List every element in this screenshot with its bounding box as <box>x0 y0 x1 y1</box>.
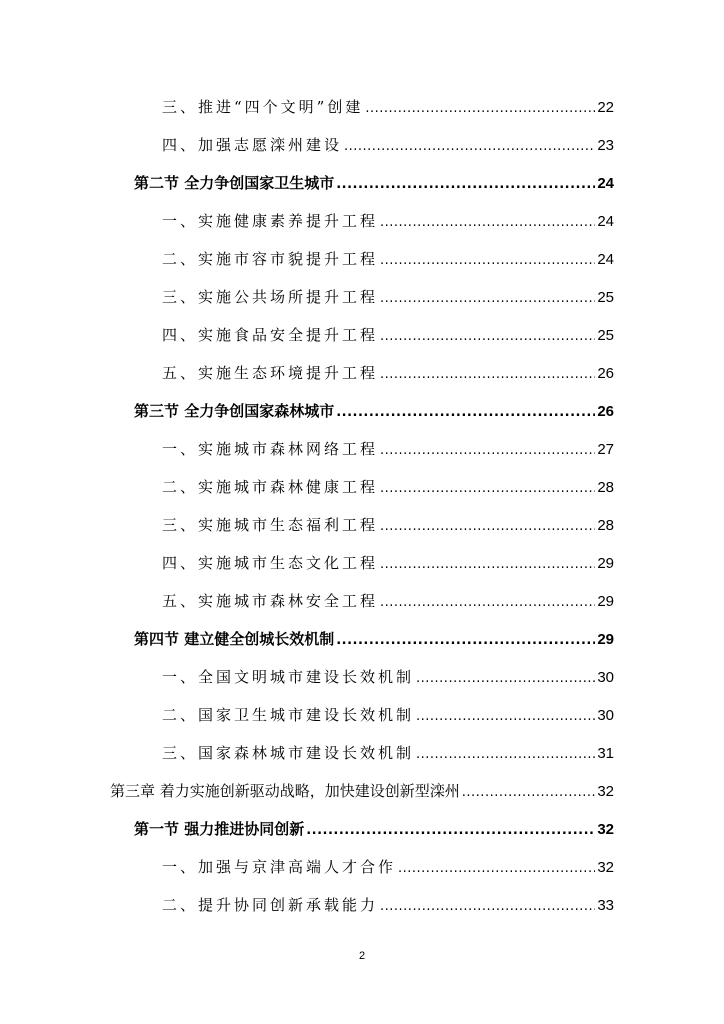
toc-entry-label: 二、实施城市森林健康工程 <box>162 478 379 496</box>
toc-entry-label: 一、实施健康素养提升工程 <box>162 212 379 230</box>
toc-entry[interactable] <box>162 438 614 459</box>
dot-leader <box>416 671 595 686</box>
toc-entry-page: 22 <box>597 99 614 116</box>
dot-leader <box>398 861 595 876</box>
dot-leader <box>344 139 595 154</box>
toc-section-entry[interactable] <box>134 818 614 839</box>
toc-entry-label: 第一节 强力推进协同创新 <box>134 820 305 838</box>
toc-entry-page: 28 <box>597 517 614 534</box>
toc-entry-label: 五、实施生态环境提升工程 <box>162 364 379 382</box>
toc-entry-page: 25 <box>597 327 614 344</box>
toc-entry-label: 三、实施城市生态福利工程 <box>162 516 379 534</box>
dot-leader <box>380 519 595 534</box>
toc-entry-page: 33 <box>597 897 614 914</box>
toc-entry-page: 31 <box>597 745 614 762</box>
toc-entry-label: 二、提升协同创新承载能力 <box>162 896 379 914</box>
toc-entry-page: 24 <box>597 213 614 230</box>
dot-leader <box>336 633 595 648</box>
toc-entry-label: 一、全国文明城市建设长效机制 <box>162 668 415 686</box>
toc-entry-label: 三、实施公共场所提升工程 <box>162 288 379 306</box>
toc-entry[interactable] <box>162 704 614 725</box>
toc-entry-page: 23 <box>597 137 614 154</box>
toc-entry-page: 24 <box>597 175 614 192</box>
toc-entry-label: 第三节 全力争创国家森林城市 <box>134 402 335 420</box>
dot-leader <box>365 101 595 116</box>
toc-entry[interactable] <box>162 552 614 573</box>
toc-entry-label: 四、实施食品安全提升工程 <box>162 326 379 344</box>
toc-entry-page: 30 <box>597 669 614 686</box>
toc-section-entry[interactable] <box>134 172 614 193</box>
dot-leader <box>462 785 596 800</box>
toc-entry-page: 25 <box>597 289 614 306</box>
toc-section-entry[interactable] <box>134 628 614 649</box>
page-number: 2 <box>358 950 366 962</box>
dot-leader <box>336 177 595 192</box>
toc-entry-page: 28 <box>597 479 614 496</box>
dot-leader <box>380 329 595 344</box>
dot-leader <box>416 747 595 762</box>
toc-entry[interactable] <box>162 666 614 687</box>
dot-leader <box>416 709 595 724</box>
toc-entry-page: 29 <box>597 593 614 610</box>
toc-entry-label: 四、加强志愿滦州建设 <box>162 136 343 154</box>
toc-entry-label: 第三章 着力实施创新驱动战略，加快建设创新型滦州 <box>110 782 460 800</box>
toc-entry-label: 二、国家卫生城市建设长效机制 <box>162 706 415 724</box>
toc-entry[interactable] <box>162 286 614 307</box>
dot-leader <box>380 899 595 914</box>
toc-entry[interactable] <box>162 590 614 611</box>
dot-leader <box>380 481 595 496</box>
toc-entry[interactable] <box>162 856 614 877</box>
toc-entry-page: 32 <box>597 859 614 876</box>
dot-leader <box>380 367 595 382</box>
toc-entry[interactable] <box>162 514 614 535</box>
toc-entry-label: 一、加强与京津高端人才合作 <box>162 858 397 876</box>
dot-leader <box>380 253 595 268</box>
toc-entry[interactable] <box>162 248 614 269</box>
dot-leader <box>380 215 595 230</box>
toc-entry[interactable] <box>162 476 614 497</box>
dot-leader <box>380 443 595 458</box>
toc-entry-page: 24 <box>597 251 614 268</box>
toc-entry-label: 第二节 全力争创国家卫生城市 <box>134 174 335 192</box>
dot-leader <box>380 557 595 572</box>
toc-entry[interactable] <box>162 210 614 231</box>
toc-entry[interactable] <box>162 96 614 117</box>
toc-entry[interactable] <box>162 362 614 383</box>
toc-entry[interactable] <box>162 894 614 915</box>
toc-entry-page: 29 <box>597 631 614 648</box>
toc-entry-label: 第四节 建立健全创城长效机制 <box>134 630 335 648</box>
toc-entry[interactable] <box>162 134 614 155</box>
toc-entry-page: 30 <box>597 707 614 724</box>
toc-entry-label: 五、实施城市森林安全工程 <box>162 592 379 610</box>
toc-entry-page: 26 <box>597 403 614 420</box>
toc-entry-label: 四、实施城市生态文化工程 <box>162 554 379 572</box>
toc-entry-label: 三、国家森林城市建设长效机制 <box>162 744 415 762</box>
toc-section-entry[interactable] <box>134 400 614 421</box>
dot-leader <box>380 291 595 306</box>
toc-entry-page: 27 <box>597 441 614 458</box>
toc-entry-label: 二、实施市容市貌提升工程 <box>162 250 379 268</box>
toc-entry-page: 32 <box>597 821 614 838</box>
toc-entry-label: 三、推进“四个文明”创建 <box>162 98 364 116</box>
dot-leader <box>380 595 595 610</box>
toc-entry-label: 一、实施城市森林网络工程 <box>162 440 379 458</box>
toc-entry[interactable] <box>162 324 614 345</box>
toc-entry-page: 26 <box>597 365 614 382</box>
toc-entry-page: 29 <box>597 555 614 572</box>
toc-entry[interactable] <box>162 742 614 763</box>
toc-chapter-entry[interactable] <box>110 780 614 801</box>
dot-leader <box>306 823 595 838</box>
toc-entry-page: 32 <box>597 783 614 800</box>
dot-leader <box>336 405 595 420</box>
